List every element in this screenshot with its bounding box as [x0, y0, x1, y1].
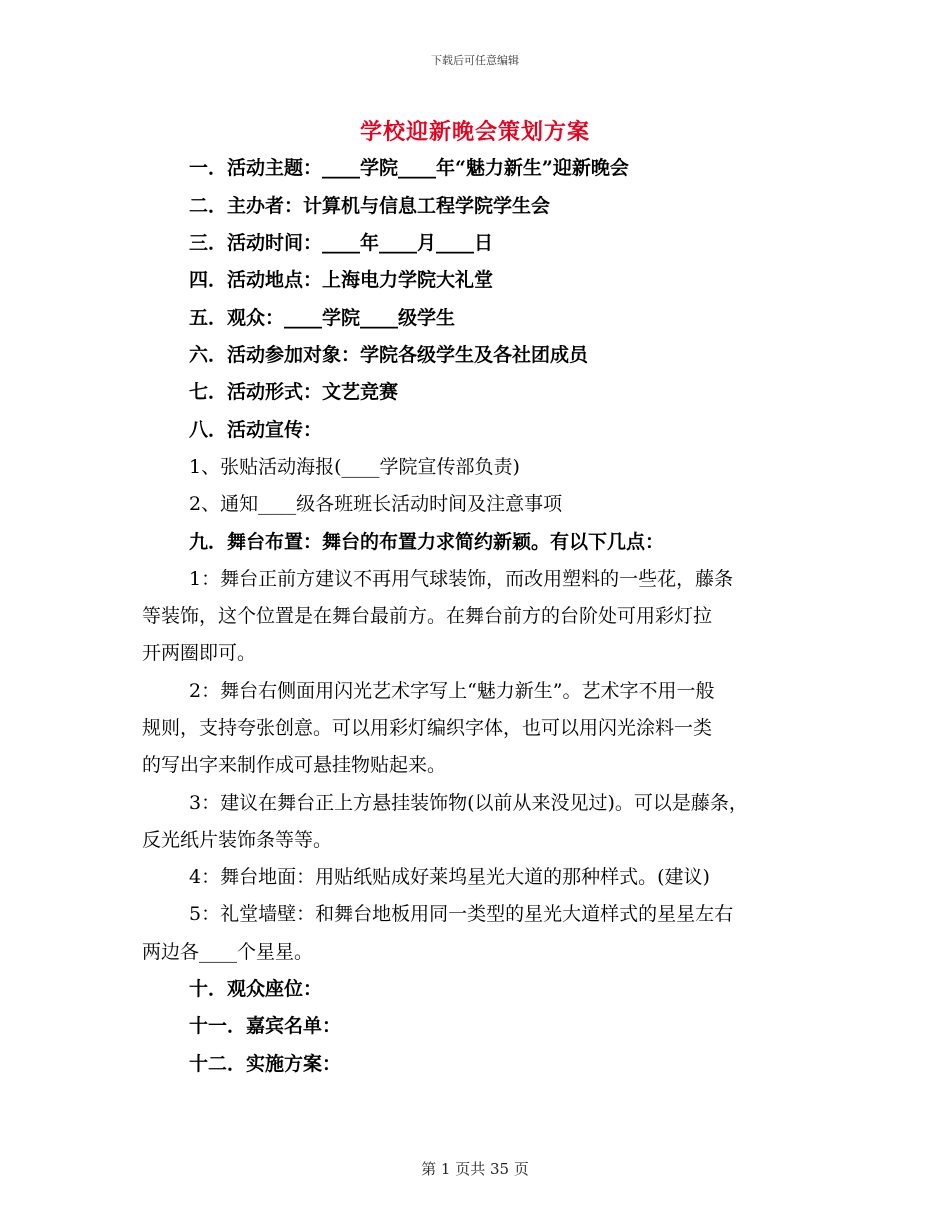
stage-point-2-line-3: 的写出字来制作成可悬挂物贴起来。	[142, 754, 447, 776]
stage-point-3-line-1: 3：建议在舞台正上方悬挂装饰物(以前从来没见过)。可以是藤条，	[189, 792, 748, 814]
section-publicity: 八．活动宣传：	[189, 419, 323, 441]
section-participants: 六．活动参加对象：学院各级学生及各社团成员	[189, 344, 589, 366]
stage-point-2-line-2: 规则，支持夸张创意。可以用彩灯编织字体，也可以用闪光涂料一类	[142, 717, 713, 739]
stage-point-1-line-1: 1：舞台正前方建议不再用气球装饰，而改用塑料的一些花，藤条	[189, 568, 734, 590]
page-header: 下载后可任意编辑	[431, 54, 519, 67]
stage-point-1-line-2: 等装饰，这个位置是在舞台最前方。在舞台前方的台阶处可用彩灯拉	[142, 605, 713, 627]
section-guest-list: 十一．嘉宾名单：	[189, 1015, 342, 1037]
section-activity-time: 三．活动时间：____年____月____日	[189, 232, 494, 254]
section-activity-form: 七．活动形式：文艺竞赛	[189, 381, 399, 403]
page-footer: 第 1 页共 35 页	[421, 1160, 529, 1178]
section-activity-theme: 一．活动主题：____学院____年“魅力新生”迎新晚会	[189, 157, 629, 179]
section-audience: 五．观众：____学院____级学生	[189, 307, 456, 329]
document-title: 学校迎新晚会策划方案	[359, 119, 590, 145]
section-stage-layout: 九．舞台布置：舞台的布置力求简约新颖。有以下几点：	[189, 531, 665, 553]
section-activity-location: 四．活动地点：上海电力学院大礼堂	[189, 269, 494, 291]
stage-point-5-line-2: 两边各____个星星。	[142, 941, 314, 963]
stage-point-1-line-3: 开两圈即可。	[142, 642, 257, 664]
stage-point-5-line-1: 5：礼堂墙壁：和舞台地板用同一类型的星光大道样式的星星左右	[189, 903, 734, 925]
section-organizer: 二．主办者：计算机与信息工程学院学生会	[189, 195, 551, 217]
publicity-item-2: 2、通知____级各班班长活动时间及注意事项	[189, 493, 563, 515]
section-implementation: 十二．实施方案：	[189, 1053, 342, 1075]
publicity-item-1: 1、张贴活动海报(____学院宣传部负责)	[189, 456, 520, 478]
section-audience-seating: 十．观众座位：	[189, 978, 323, 1000]
stage-point-2-line-1: 2：舞台右侧面用闪光艺术字写上“魅力新生”。艺术字不用一般	[189, 680, 715, 702]
stage-point-3-line-2: 反光纸片装饰条等等。	[142, 829, 333, 851]
stage-point-4: 4：舞台地面：用贴纸贴成好莱坞星光大道的那种样式。(建议)	[189, 866, 710, 888]
